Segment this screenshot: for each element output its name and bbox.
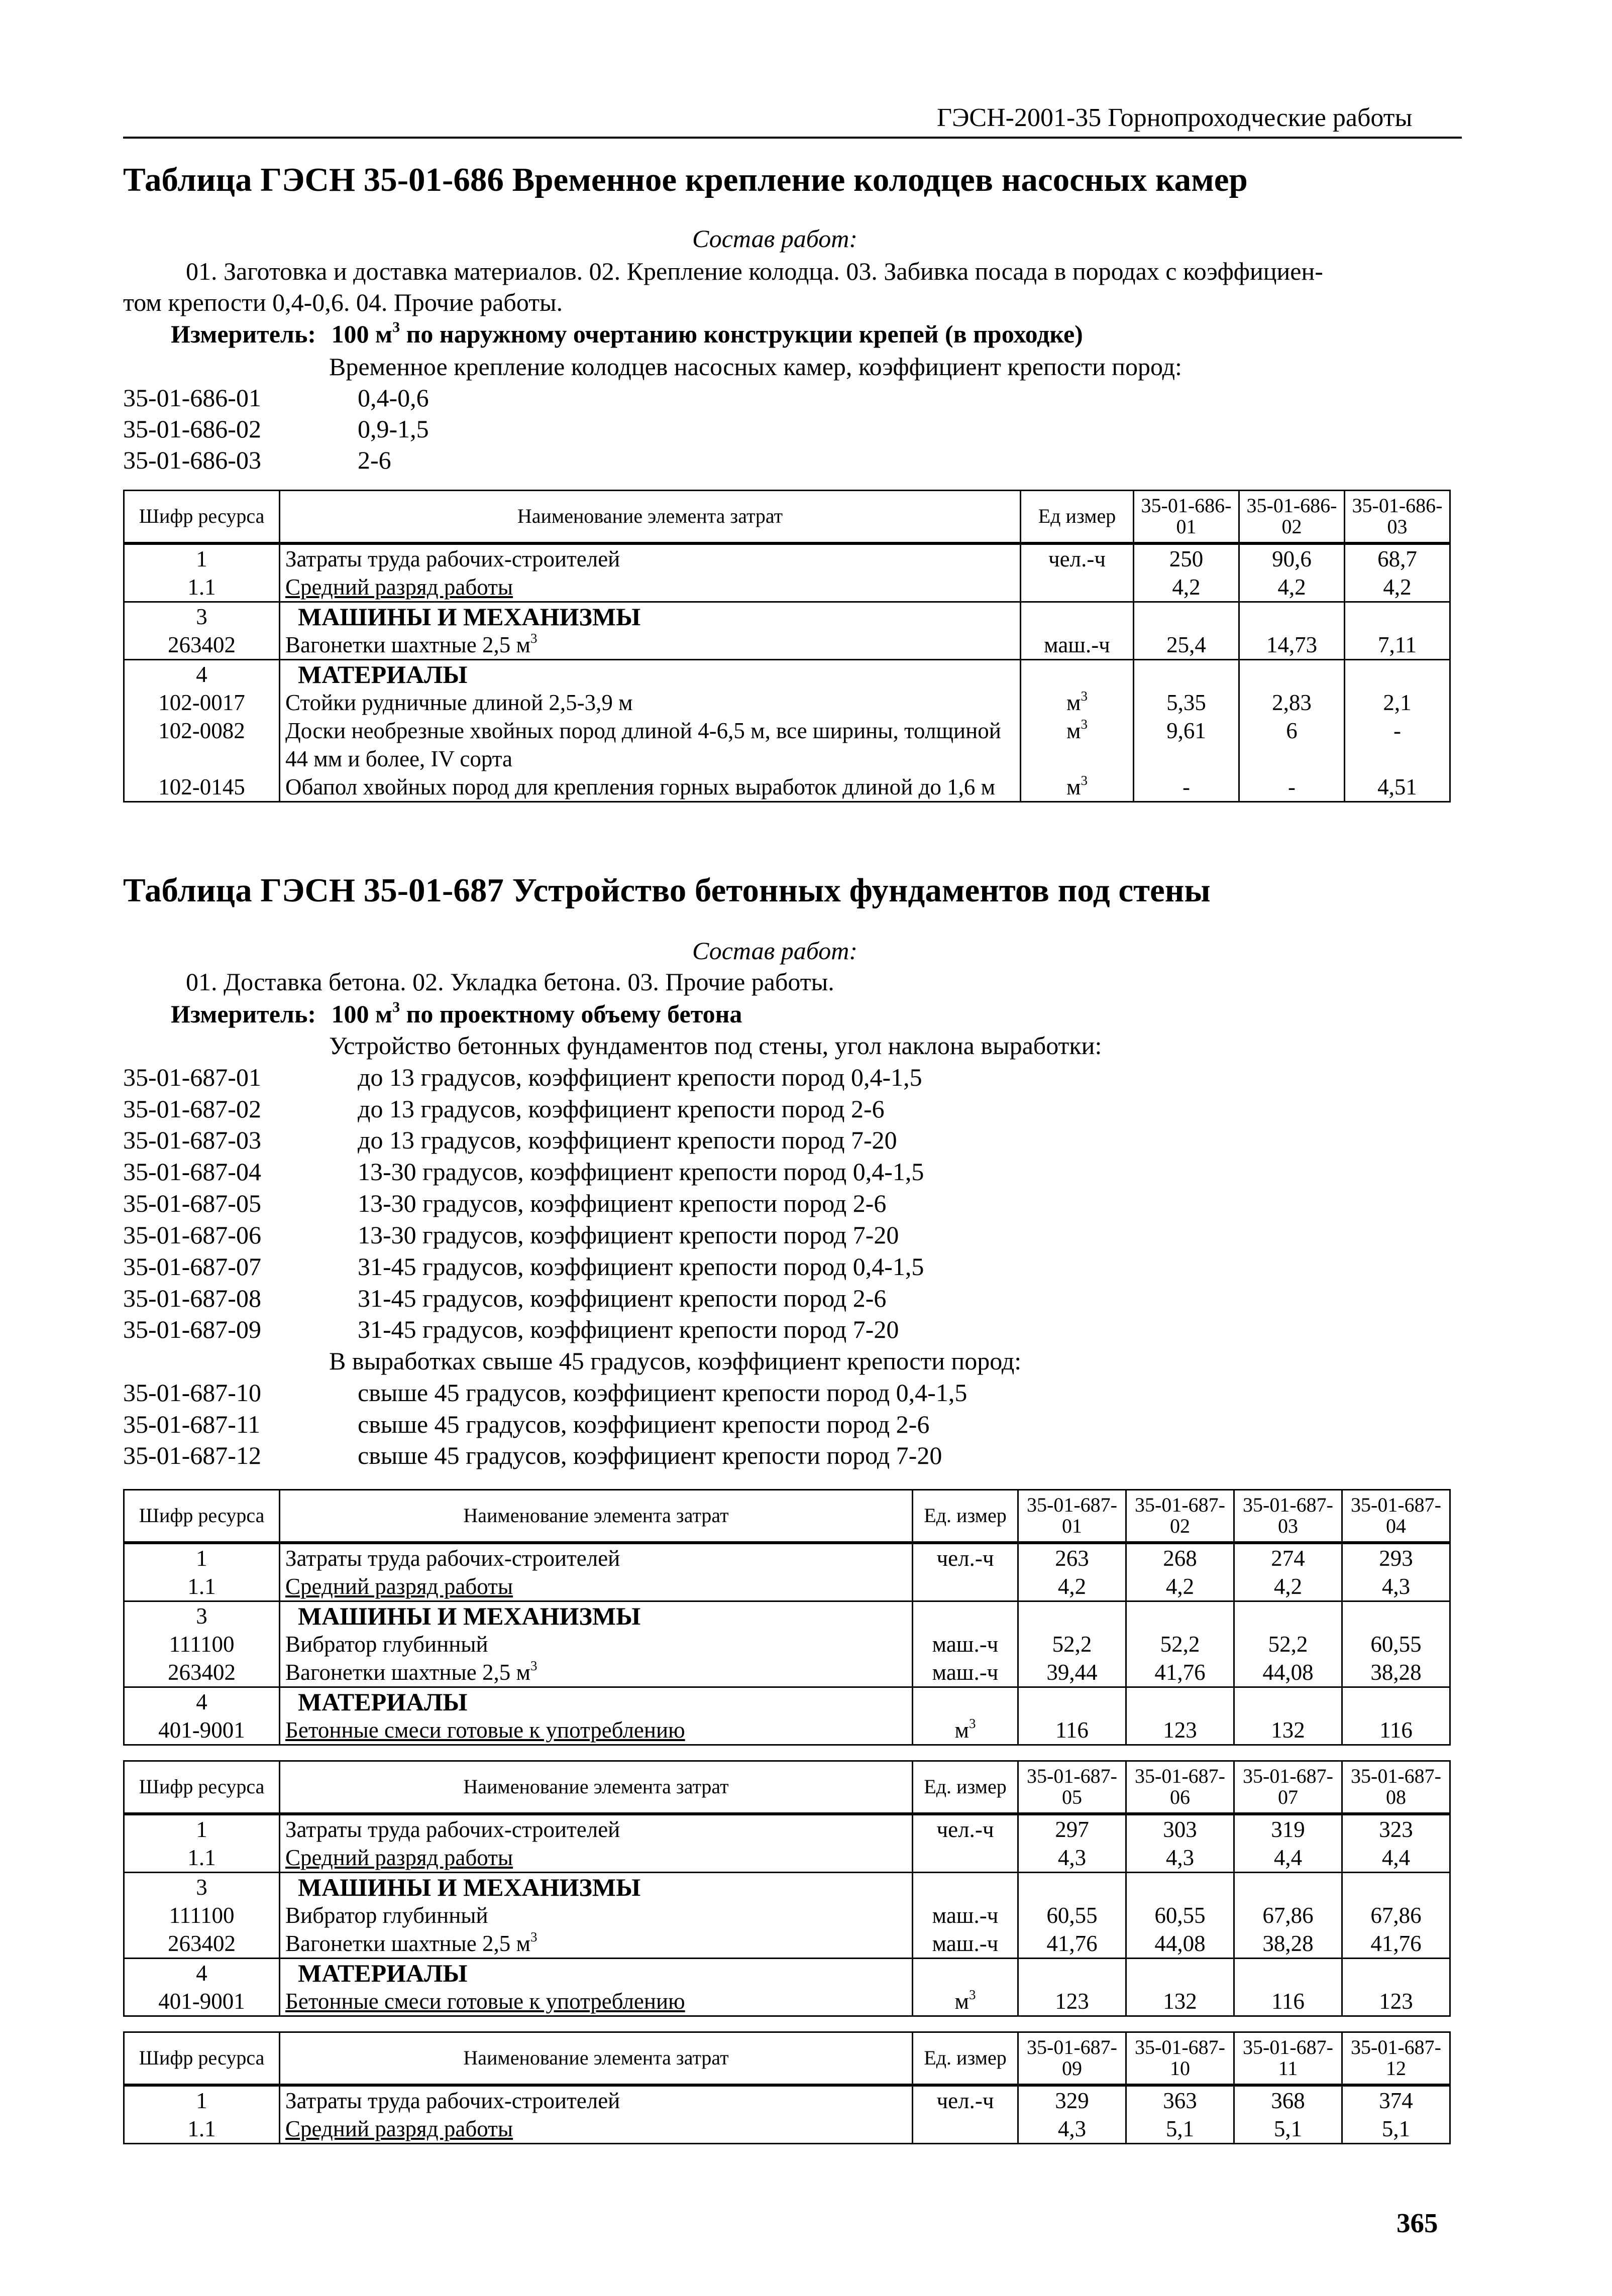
- col-head: 35-01-687-05: [1018, 1761, 1126, 1814]
- text-fragment: Вагонетки шахтные 2,5 м: [285, 1659, 530, 1685]
- table-cell: 39,44: [1018, 1658, 1126, 1687]
- table-cell: 14,73: [1239, 631, 1345, 660]
- col-head: Шифр ресурса: [124, 491, 280, 543]
- code-desc: свыше 45 градусов, коэффициент крепости пород 0,4-1,5: [358, 1379, 968, 1407]
- table-row: [124, 688, 1450, 717]
- table-cell: [1021, 717, 1134, 773]
- col-head: 35-01-687-06: [1126, 1761, 1234, 1814]
- table-cell: -: [1239, 773, 1345, 802]
- superscript: 3: [530, 630, 538, 646]
- code-item: 35-01-686-02: [123, 415, 261, 443]
- table-row: [124, 1958, 1450, 1987]
- table-cell: Средний разряд работы: [280, 1572, 913, 1601]
- table-cell: 5,1: [1234, 2115, 1342, 2144]
- col-head: 35-01-687-12: [1342, 2032, 1450, 2085]
- table-cell: Средний разряд работы: [280, 573, 1021, 602]
- resource-table-686: [123, 490, 1451, 802]
- table-cell: Вибратор глубинный: [280, 1901, 913, 1929]
- table-687-title: Таблица ГЭСН 35-01-687 Устройство бетонных фундаментов под стены: [123, 872, 1211, 909]
- table-cell: [1021, 773, 1134, 802]
- table-cell: [1342, 1958, 1450, 1987]
- code-item: 35-01-687-07: [123, 1252, 261, 1281]
- table-row: [124, 2085, 1450, 2115]
- table-cell: чел.-ч: [913, 1543, 1018, 1572]
- table-cell: 303: [1126, 1814, 1234, 1844]
- resource-table-687-c: [123, 2031, 1451, 2144]
- table-cell: 4: [124, 1687, 280, 1716]
- col-head: Наименование элемента затрат: [280, 1761, 913, 1814]
- text-fragment: 100 м: [331, 1000, 393, 1028]
- table-cell: Вибратор глубинный: [280, 1630, 913, 1658]
- table-row: [124, 1929, 1450, 1959]
- page-number: 365: [1396, 2208, 1438, 2238]
- code-desc: свыше 45 градусов, коэффициент крепости пород 2-6: [358, 1410, 930, 1438]
- table-cell: 4,2: [1234, 1572, 1342, 1601]
- table-cell: [280, 631, 1021, 660]
- superscript: 3: [530, 1658, 538, 1673]
- table-row: [124, 717, 1450, 773]
- table-cell: [1126, 1687, 1234, 1716]
- table-row: [124, 1901, 1450, 1929]
- table-cell: Затраты труда рабочих-строителей: [280, 1543, 913, 1572]
- code-desc: 0,4-0,6: [358, 384, 429, 412]
- table-cell: Затраты труда рабочих-строителей: [280, 1814, 913, 1844]
- table-cell: Стойки рудничные длиной 2,5-3,9 м: [280, 688, 1021, 717]
- table-cell: 4: [124, 1958, 280, 1987]
- table-cell: 4,2: [1134, 573, 1239, 602]
- table-cell: маш.-ч: [1021, 631, 1134, 660]
- table-cell: 41,76: [1126, 1658, 1234, 1687]
- table-cell: 5,35: [1134, 688, 1239, 717]
- table-cell: -: [1134, 773, 1239, 802]
- code-item: 35-01-687-09: [123, 1315, 261, 1343]
- resource-table-687-a: [123, 1489, 1451, 1746]
- table-cell: 250: [1134, 543, 1239, 573]
- table-row: [124, 773, 1450, 802]
- code-desc: 2-6: [358, 446, 391, 474]
- table-cell: -: [1345, 717, 1450, 773]
- table-cell: 4,3: [1126, 1844, 1234, 1873]
- table-cell: 1: [124, 1543, 280, 1572]
- table-cell: 263402: [124, 1658, 280, 1687]
- col-head: Ед. измер: [913, 2032, 1018, 2085]
- table-cell: 116: [1342, 1716, 1450, 1745]
- table-cell: 7,11: [1345, 631, 1450, 660]
- table-cell: 102-0082: [124, 717, 280, 773]
- table-cell: Бетонные смеси готовые к употреблению: [280, 1987, 913, 2016]
- table-cell: 67,86: [1234, 1901, 1342, 1929]
- table-cell: 123: [1018, 1987, 1126, 2016]
- table-row: [124, 1601, 1450, 1630]
- table-cell: 297: [1018, 1814, 1126, 1844]
- table-cell: [1239, 659, 1345, 688]
- table-cell: маш.-ч: [913, 1901, 1018, 1929]
- table-cell: 132: [1234, 1716, 1342, 1745]
- superscript: 3: [392, 319, 400, 335]
- table-row: [124, 1814, 1450, 1844]
- table-cell: 38,28: [1234, 1929, 1342, 1959]
- table-cell: Средний разряд работы: [280, 1844, 913, 1873]
- table-cell: 4,4: [1234, 1844, 1342, 1873]
- table-cell: Обапол хвойных пород для крепления горных выработок длиной до 1,6 м: [280, 773, 1021, 802]
- table-cell: чел.-ч: [1021, 543, 1134, 573]
- table-cell: 2,1: [1345, 688, 1450, 717]
- table-cell: 5,1: [1342, 2115, 1450, 2144]
- text-fragment: м: [1066, 774, 1081, 799]
- table-cell: [1126, 1872, 1234, 1901]
- table-cell: 116: [1018, 1716, 1126, 1745]
- table-cell: [913, 1987, 1018, 2016]
- works-text: 01. Заготовка и доставка материалов. 02. Крепление колодца. 03. Забивка посада в породах с коэффициен-: [186, 257, 1323, 285]
- col-head: Наименование элемента затрат: [280, 2032, 913, 2085]
- table-cell: [1021, 659, 1134, 688]
- table-cell: [1134, 602, 1239, 631]
- table-cell: [1345, 659, 1450, 688]
- codes-intro: Устройство бетонных фундаментов под стены, угол наклона выработки:: [329, 1031, 1102, 1060]
- col-head: 35-01-687-09: [1018, 2032, 1126, 2085]
- meter-line: [171, 1001, 742, 1026]
- table-cell: [913, 1687, 1018, 1716]
- code-desc: 0,9-1,5: [358, 415, 429, 443]
- table-cell: 3: [124, 1601, 280, 1630]
- meter-label: Измеритель:: [171, 1000, 316, 1028]
- table-row: [124, 573, 1450, 602]
- table-cell: 4: [124, 659, 280, 688]
- table-cell: 263402: [124, 631, 280, 660]
- meter-value: [332, 1000, 742, 1028]
- code-desc: до 13 градусов, коэффициент крепости пород 0,4-1,5: [358, 1063, 922, 1091]
- col-head: Ед измер: [1021, 491, 1134, 543]
- running-header: ГЭСН-2001-35 Горнопроходческие работы: [937, 103, 1413, 132]
- table-cell: [913, 2115, 1018, 2144]
- table-cell: [1234, 1601, 1342, 1630]
- table-cell: чел.-ч: [913, 2085, 1018, 2115]
- table-686-title: Таблица ГЭСН 35-01-686 Временное крепление колодцев насосных камер: [123, 161, 1248, 198]
- col-head: 35-01-687-01: [1018, 1490, 1126, 1543]
- table-cell: 363: [1126, 2085, 1234, 2115]
- table-cell: 4,51: [1345, 773, 1450, 802]
- works-heading: Состав работ:: [692, 224, 858, 253]
- table-cell: [1126, 1958, 1234, 1987]
- table-cell: [1345, 602, 1450, 631]
- col-head: Наименование элемента затрат: [280, 491, 1021, 543]
- table-cell: 4,2: [1239, 573, 1345, 602]
- table-cell: [913, 1872, 1018, 1901]
- table-cell: 4,3: [1018, 2115, 1126, 2144]
- table-cell: [1234, 1687, 1342, 1716]
- col-head: Шифр ресурса: [124, 1761, 280, 1814]
- code-item: 35-01-687-11: [123, 1410, 261, 1438]
- col-head: Шифр ресурса: [124, 1490, 280, 1543]
- table-cell: 90,6: [1239, 543, 1345, 573]
- code-desc: 13-30 градусов, коэффициент крепости пород 7-20: [358, 1221, 899, 1249]
- text-fragment: м: [1066, 690, 1081, 715]
- code-item: 35-01-687-05: [123, 1189, 261, 1217]
- code-desc: до 13 градусов, коэффициент крепости пород 2-6: [358, 1095, 885, 1123]
- table-cell: 41,76: [1342, 1929, 1450, 1959]
- table-cell: Средний разряд работы: [280, 2115, 913, 2144]
- table-cell: 368: [1234, 2085, 1342, 2115]
- table-cell: 41,76: [1018, 1929, 1126, 1959]
- table-cell: 102-0017: [124, 688, 280, 717]
- code-desc: свыше 45 градусов, коэффициент крепости пород 7-20: [358, 1441, 942, 1469]
- col-head: 35-01-686-01: [1134, 491, 1239, 543]
- meter-line: [171, 321, 1083, 347]
- table-cell: МАШИНЫ И МЕХАНИЗМЫ: [280, 1872, 913, 1901]
- text-fragment: м: [1066, 718, 1081, 743]
- text-fragment: м: [954, 1988, 969, 2014]
- superscript: 3: [392, 999, 400, 1015]
- table-cell: 3: [124, 1872, 280, 1901]
- table-cell: 6: [1239, 717, 1345, 773]
- col-head: Наименование элемента затрат: [280, 1490, 913, 1543]
- text-fragment: по проектному объему бетона: [400, 1000, 742, 1028]
- table-cell: 9,61: [1134, 717, 1239, 773]
- superscript: 3: [1081, 688, 1088, 704]
- text-fragment: м: [954, 1717, 969, 1743]
- table-cell: [1021, 688, 1134, 717]
- works-text: 01. Доставка бетона. 02. Укладка бетона. 03. Прочие работы.: [186, 968, 834, 996]
- table-cell: МАТЕРИАЛЫ: [280, 1958, 913, 1987]
- text-fragment: Вагонетки шахтные 2,5 м: [285, 1930, 530, 1956]
- table-row: [124, 1687, 1450, 1716]
- table-cell: 268: [1126, 1543, 1234, 1572]
- table-cell: 401-9001: [124, 1716, 280, 1745]
- table-row: [124, 543, 1450, 573]
- code-item: 35-01-687-08: [123, 1284, 261, 1312]
- table-cell: [913, 1716, 1018, 1745]
- table-cell: 2,83: [1239, 688, 1345, 717]
- text-fragment: 100 м: [331, 320, 393, 348]
- table-cell: 123: [1342, 1987, 1450, 2016]
- table-cell: [1234, 1872, 1342, 1901]
- table-cell: [913, 1572, 1018, 1601]
- table-cell: 68,7: [1345, 543, 1450, 573]
- text-fragment: по наружному очертанию конструкции крепей (в проходке): [400, 320, 1083, 348]
- table-cell: 60,55: [1126, 1901, 1234, 1929]
- table-cell: 4,2: [1345, 573, 1450, 602]
- table-row: [124, 659, 1450, 688]
- table-cell: [280, 1929, 913, 1959]
- table-cell: 38,28: [1342, 1658, 1450, 1687]
- table-cell: 52,2: [1018, 1630, 1126, 1658]
- table-cell: маш.-ч: [913, 1630, 1018, 1658]
- table-cell: [1018, 1687, 1126, 1716]
- table-cell: [913, 1958, 1018, 1987]
- table-cell: 116: [1234, 1987, 1342, 2016]
- table-cell: 4,2: [1126, 1572, 1234, 1601]
- table-cell: маш.-ч: [913, 1658, 1018, 1687]
- table-cell: 1.1: [124, 573, 280, 602]
- code-item: 35-01-687-06: [123, 1221, 261, 1249]
- works-heading: Состав работ:: [692, 937, 858, 965]
- col-head: 35-01-687-11: [1234, 2032, 1342, 2085]
- table-cell: 102-0145: [124, 773, 280, 802]
- table-cell: 329: [1018, 2085, 1126, 2115]
- col-head: 35-01-686-03: [1345, 491, 1450, 543]
- table-row: [124, 1630, 1450, 1658]
- table-cell: 25,4: [1134, 631, 1239, 660]
- col-head: 35-01-687-08: [1342, 1761, 1450, 1814]
- table-cell: 111100: [124, 1630, 280, 1658]
- table-cell: [1342, 1601, 1450, 1630]
- table-cell: 4,3: [1018, 1844, 1126, 1873]
- col-head: 35-01-687-02: [1126, 1490, 1234, 1543]
- header-rule: [123, 137, 1462, 139]
- table-cell: [913, 1601, 1018, 1630]
- table-cell: 60,55: [1018, 1901, 1126, 1929]
- table-cell: Бетонные смеси готовые к употреблению: [280, 1716, 913, 1745]
- table-cell: 274: [1234, 1543, 1342, 1572]
- table-cell: Затраты труда рабочих-строителей: [280, 543, 1021, 573]
- table-cell: 1.1: [124, 2115, 280, 2144]
- col-head: 35-01-687-10: [1126, 2032, 1234, 2085]
- codes-intro: В выработках свыше 45 градусов, коэффициент крепости пород:: [329, 1347, 1022, 1375]
- superscript: 3: [530, 1929, 538, 1944]
- table-cell: [1021, 602, 1134, 631]
- table-cell: МАТЕРИАЛЫ: [280, 1687, 913, 1716]
- table-cell: 52,2: [1234, 1630, 1342, 1658]
- meter-label: Измеритель:: [171, 320, 316, 348]
- table-cell: 263: [1018, 1543, 1126, 1572]
- code-desc: 13-30 градусов, коэффициент крепости пород 2-6: [358, 1189, 887, 1217]
- table-row: [124, 631, 1450, 660]
- codes-intro: Временное крепление колодцев насосных камер, коэффициент крепости пород:: [329, 353, 1182, 381]
- table-cell: [1234, 1958, 1342, 1987]
- superscript: 3: [969, 1715, 976, 1731]
- table-cell: Доски необрезные хвойных пород длиной 4-6,5 м, все ширины, толщиной 44 мм и более, IV сорта: [280, 717, 1021, 773]
- table-cell: [1018, 1601, 1126, 1630]
- code-item: 35-01-687-03: [123, 1126, 261, 1154]
- col-head: Ед. измер: [913, 1490, 1018, 1543]
- code-desc: до 13 градусов, коэффициент крепости пород 7-20: [358, 1126, 897, 1154]
- table-row: [124, 1872, 1450, 1901]
- table-row: [124, 1844, 1450, 1873]
- works-text: том крепости 0,4-0,6. 04. Прочие работы.: [123, 288, 563, 316]
- table-cell: 52,2: [1126, 1630, 1234, 1658]
- col-head: 35-01-687-03: [1234, 1490, 1342, 1543]
- table-row: [124, 1543, 1450, 1572]
- code-desc: 13-30 градусов, коэффициент крепости пород 0,4-1,5: [358, 1158, 924, 1186]
- code-desc: 31-45 градусов, коэффициент крепости пород 2-6: [358, 1284, 887, 1312]
- table-cell: 67,86: [1342, 1901, 1450, 1929]
- table-cell: 4,3: [1342, 1572, 1450, 1601]
- code-item: 35-01-687-10: [123, 1379, 261, 1407]
- table-cell: 263402: [124, 1929, 280, 1959]
- table-cell: [1018, 1872, 1126, 1901]
- code-item: 35-01-686-03: [123, 446, 261, 474]
- text-fragment: Вагонетки шахтные 2,5 м: [285, 632, 530, 657]
- table-cell: чел.-ч: [913, 1814, 1018, 1844]
- table-cell: 123: [1126, 1716, 1234, 1745]
- table-row: [124, 1716, 1450, 1745]
- col-head: Ед. измер: [913, 1761, 1018, 1814]
- resource-table-687-b: [123, 1760, 1451, 2017]
- table-cell: [1134, 659, 1239, 688]
- col-head: 35-01-687-04: [1342, 1490, 1450, 1543]
- table-cell: Затраты труда рабочих-строителей: [280, 2085, 913, 2115]
- superscript: 3: [1081, 716, 1088, 732]
- table-row: [124, 1658, 1450, 1687]
- code-item: 35-01-687-02: [123, 1095, 261, 1123]
- table-cell: 4,2: [1018, 1572, 1126, 1601]
- table-cell: 3: [124, 602, 280, 631]
- table-cell: 4,4: [1342, 1844, 1450, 1873]
- table-cell: 1: [124, 2085, 280, 2115]
- table-cell: 5,1: [1126, 2115, 1234, 2144]
- code-item: 35-01-687-12: [123, 1441, 261, 1469]
- meter-value: [332, 320, 1083, 348]
- table-cell: МАТЕРИАЛЫ: [280, 659, 1021, 688]
- table-row: [124, 2115, 1450, 2144]
- table-cell: 374: [1342, 2085, 1450, 2115]
- table-cell: МАШИНЫ И МЕХАНИЗМЫ: [280, 602, 1021, 631]
- table-cell: [1342, 1687, 1450, 1716]
- table-cell: [1239, 602, 1345, 631]
- superscript: 3: [969, 1987, 976, 2002]
- code-desc: 31-45 градусов, коэффициент крепости пород 0,4-1,5: [358, 1252, 924, 1281]
- table-cell: [1021, 573, 1134, 602]
- superscript: 3: [1081, 772, 1088, 788]
- table-cell: 323: [1342, 1814, 1450, 1844]
- table-cell: [1126, 1601, 1234, 1630]
- table-cell: [1018, 1958, 1126, 1987]
- col-head: 35-01-687-07: [1234, 1761, 1342, 1814]
- col-head: 35-01-686-02: [1239, 491, 1345, 543]
- table-row: [124, 1572, 1450, 1601]
- table-cell: 60,55: [1342, 1630, 1450, 1658]
- table-row: [124, 1987, 1450, 2016]
- code-item: 35-01-687-04: [123, 1158, 261, 1186]
- table-cell: 319: [1234, 1814, 1342, 1844]
- table-cell: 1: [124, 1814, 280, 1844]
- table-cell: 1: [124, 543, 280, 573]
- table-cell: 1.1: [124, 1572, 280, 1601]
- table-cell: [1342, 1872, 1450, 1901]
- table-cell: [280, 1658, 913, 1687]
- code-item: 35-01-687-01: [123, 1063, 261, 1091]
- table-cell: 111100: [124, 1901, 280, 1929]
- table-cell: 401-9001: [124, 1987, 280, 2016]
- table-cell: маш.-ч: [913, 1929, 1018, 1959]
- col-head: Шифр ресурса: [124, 2032, 280, 2085]
- table-cell: 44,08: [1126, 1929, 1234, 1959]
- code-item: 35-01-686-01: [123, 384, 261, 412]
- table-cell: 1.1: [124, 1844, 280, 1873]
- table-cell: 132: [1126, 1987, 1234, 2016]
- table-cell: 293: [1342, 1543, 1450, 1572]
- table-cell: МАШИНЫ И МЕХАНИЗМЫ: [280, 1601, 913, 1630]
- table-row: [124, 602, 1450, 631]
- code-desc: 31-45 градусов, коэффициент крепости пород 7-20: [358, 1315, 899, 1343]
- table-cell: [913, 1844, 1018, 1873]
- table-cell: 44,08: [1234, 1658, 1342, 1687]
